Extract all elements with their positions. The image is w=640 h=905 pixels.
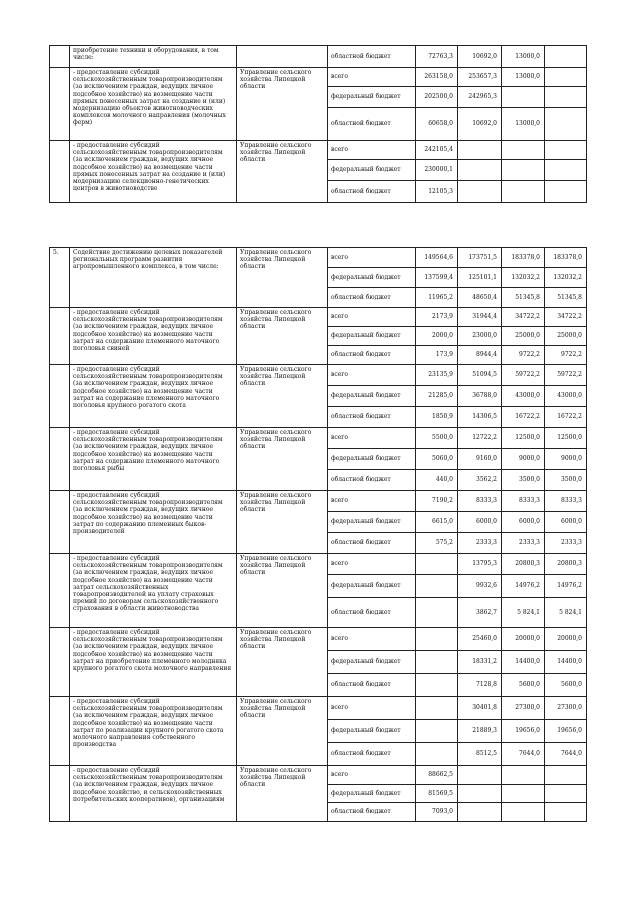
amount-cell: 34722,2 — [545, 308, 587, 327]
amount-cell: 6000,0 — [458, 512, 502, 533]
amount-cell: 14976,2 — [502, 575, 545, 598]
amount-cell — [416, 575, 458, 598]
amount-cell: 12500,0 — [545, 428, 587, 449]
item-number — [50, 68, 70, 141]
amount-cell: 12722,2 — [458, 428, 502, 449]
amount-cell: 242105,4 — [416, 141, 458, 160]
amount-cell: 31944,4 — [458, 308, 502, 327]
amount-cell — [416, 743, 458, 766]
responsible-department: Управление сельского хозяйства Липецкой области — [237, 766, 328, 822]
amount-cell: 59722,2 — [502, 365, 545, 386]
amount-cell: 88662,5 — [416, 766, 458, 785]
amount-cell: 5 824,1 — [502, 598, 545, 628]
amount-cell: 14976,2 — [545, 575, 587, 598]
amount-cell — [458, 766, 502, 785]
measure-description: Содействие достижению целевых показателей региональных программ развития агропромышленного комплекса, в том числе: — [70, 248, 237, 308]
funding-source: всего — [328, 766, 416, 785]
amount-cell: 6000,0 — [545, 512, 587, 533]
amount-cell: 25460,0 — [458, 628, 502, 651]
amount-cell: 9932,6 — [458, 575, 502, 598]
budget-table-lower — [49, 247, 587, 822]
amount-cell: 5600,0 — [545, 674, 587, 697]
amount-cell — [545, 108, 587, 141]
amount-cell: 7093,0 — [416, 803, 458, 822]
amount-cell: 137599,4 — [416, 268, 458, 288]
funding-source: федеральный бюджет — [328, 512, 416, 533]
amount-cell — [502, 785, 545, 803]
funding-source: федеральный бюджет — [328, 720, 416, 743]
funding-source: всего — [328, 428, 416, 449]
amount-cell: 7644,0 — [502, 743, 545, 766]
funding-source: федеральный бюджет — [328, 386, 416, 407]
amount-cell: 2333,3 — [545, 533, 587, 554]
funding-source: федеральный бюджет — [328, 268, 416, 288]
amount-cell: 81569,5 — [416, 785, 458, 803]
amount-cell — [545, 803, 587, 822]
measure-description: - предоставление субсидий сельскохозяйственным товаропроизводителям (за исключением граждан, ведущих личное подсобное хозяйство) на возмещение части затрат на приобретение племенного молодняка крупного рогатого скота молочного направления — [70, 628, 237, 697]
funding-source: всего — [328, 491, 416, 512]
amount-cell — [416, 697, 458, 720]
amount-cell: 34722,2 — [502, 308, 545, 327]
amount-cell — [545, 87, 587, 108]
amount-cell — [502, 766, 545, 785]
amount-cell: 2333,3 — [502, 533, 545, 554]
amount-cell: 20000,0 — [545, 628, 587, 651]
funding-source: областной бюджет — [328, 288, 416, 308]
amount-cell: 13795,3 — [458, 554, 502, 575]
amount-cell — [545, 181, 587, 203]
amount-cell: 8512,5 — [458, 743, 502, 766]
amount-cell: 8333,3 — [502, 491, 545, 512]
amount-cell: 6000,0 — [502, 512, 545, 533]
budget-table-upper — [49, 45, 587, 203]
amount-cell — [416, 720, 458, 743]
amount-cell: 230000,1 — [416, 160, 458, 181]
amount-cell — [416, 598, 458, 628]
item-number — [50, 365, 70, 428]
table-row — [50, 248, 587, 268]
amount-cell: 27300,0 — [502, 697, 545, 720]
responsible-department: Управление сельского хозяйства Липецкой области — [237, 248, 328, 308]
amount-cell: 173,9 — [416, 346, 458, 365]
amount-cell: 18331,2 — [458, 651, 502, 674]
amount-cell — [458, 785, 502, 803]
item-number — [50, 554, 70, 628]
responsible-department: Управление сельского хозяйства Липецкой области — [237, 697, 328, 766]
amount-cell: 3500,0 — [502, 470, 545, 491]
table-row — [50, 554, 587, 575]
responsible-department: Управление сельского хозяйства Липецкой области — [237, 428, 328, 491]
amount-cell: 7644,0 — [545, 743, 587, 766]
amount-cell: 1850,9 — [416, 407, 458, 428]
amount-cell: 9722,2 — [502, 346, 545, 365]
amount-cell: 125101,1 — [458, 268, 502, 288]
amount-cell: 23000,0 — [458, 327, 502, 346]
responsible-department: Управление сельского хозяйства Липецкой области — [237, 491, 328, 554]
amount-cell: 16722,2 — [502, 407, 545, 428]
funding-source: федеральный бюджет — [328, 87, 416, 108]
amount-cell: 7190,2 — [416, 491, 458, 512]
amount-cell: 132032,2 — [545, 268, 587, 288]
amount-cell: 20800,3 — [545, 554, 587, 575]
amount-cell — [545, 766, 587, 785]
item-number — [50, 141, 70, 203]
amount-cell: 12500,0 — [502, 428, 545, 449]
funding-source: федеральный бюджет — [328, 160, 416, 181]
item-number — [50, 428, 70, 491]
amount-cell: 202500,0 — [416, 87, 458, 108]
amount-cell: 13000,0 — [502, 68, 545, 87]
amount-cell — [545, 785, 587, 803]
amount-cell: 11965,2 — [416, 288, 458, 308]
amount-cell: 9000,0 — [502, 449, 545, 470]
amount-cell — [545, 46, 587, 68]
amount-cell: 2333,3 — [458, 533, 502, 554]
responsible-department: Управление сельского хозяйства Липецкой области — [237, 308, 328, 365]
amount-cell: 132032,2 — [502, 268, 545, 288]
funding-source: федеральный бюджет — [328, 449, 416, 470]
amount-cell — [458, 141, 502, 160]
amount-cell: 3862,7 — [458, 598, 502, 628]
amount-cell: 19656,0 — [502, 720, 545, 743]
amount-cell — [416, 628, 458, 651]
amount-cell: 51345,8 — [545, 288, 587, 308]
amount-cell: 440,0 — [416, 470, 458, 491]
amount-cell: 5 824,1 — [545, 598, 587, 628]
amount-cell: 21889,3 — [458, 720, 502, 743]
amount-cell: 27300,0 — [545, 697, 587, 720]
amount-cell: 2173,9 — [416, 308, 458, 327]
item-number — [50, 491, 70, 554]
funding-source: всего — [328, 365, 416, 386]
funding-source: всего — [328, 554, 416, 575]
amount-cell — [458, 803, 502, 822]
amount-cell: 8333,3 — [458, 491, 502, 512]
amount-cell — [502, 803, 545, 822]
amount-cell: 242965,3 — [458, 87, 502, 108]
responsible-department: Управление сельского хозяйства Липецкой области — [237, 141, 328, 203]
amount-cell: 9160,0 — [458, 449, 502, 470]
responsible-department — [237, 46, 328, 68]
amount-cell: 173751,5 — [458, 248, 502, 268]
measure-description: - предоставление субсидий сельскохозяйственным товаропроизводителям (за исключением граждан, ведущих личное подсобное хозяйство) на возмещение части затрат на содержание племенного маточного поголовья свиней — [70, 308, 237, 365]
amount-cell — [502, 87, 545, 108]
amount-cell — [416, 554, 458, 575]
funding-source: областной бюджет — [328, 803, 416, 822]
table-row — [50, 365, 587, 386]
measure-description: - предоставление субсидий сельскохозяйственным товаропроизводителям (за исключением граждан, ведущих личное подсобное хозяйство) на возмещение части прямых понесенных затрат на создание и (или) модернизацию объектов животноводческих комплексов молочного направления (молочных ферм) — [70, 68, 237, 141]
responsible-department: Управление сельского хозяйства Липецкой области — [237, 628, 328, 697]
amount-cell: 59722,2 — [545, 365, 587, 386]
amount-cell: 3500,0 — [545, 470, 587, 491]
item-number: 5. — [50, 248, 70, 308]
amount-cell: 43000,0 — [545, 386, 587, 407]
amount-cell: 10692,0 — [458, 108, 502, 141]
amount-cell — [416, 674, 458, 697]
amount-cell — [545, 141, 587, 160]
amount-cell: 25000,0 — [545, 327, 587, 346]
amount-cell: 19656,0 — [545, 720, 587, 743]
measure-description: приобретение техники и оборудования, в том числе: — [70, 46, 237, 68]
amount-cell: 183378,0 — [502, 248, 545, 268]
amount-cell: 14400,0 — [502, 651, 545, 674]
measure-description: - предоставление субсидий сельскохозяйственным товаропроизводителям (за исключением граждан, ведущих личное подсобное хозяйство) на возмещение части затрат по реализации крупного рогатого скота молочного направления собственного производства — [70, 697, 237, 766]
amount-cell: 16722,2 — [545, 407, 587, 428]
amount-cell: 6615,0 — [416, 512, 458, 533]
amount-cell — [502, 141, 545, 160]
funding-source: областной бюджет — [328, 470, 416, 491]
funding-source: всего — [328, 141, 416, 160]
funding-source: федеральный бюджет — [328, 575, 416, 598]
amount-cell: 575,2 — [416, 533, 458, 554]
table-row — [50, 628, 587, 651]
funding-source: областной бюджет — [328, 46, 416, 68]
amount-cell: 263158,0 — [416, 68, 458, 87]
funding-source: областной бюджет — [328, 108, 416, 141]
measure-description: - предоставление субсидий сельскохозяйственным товаропроизводителям (за исключением граждан, ведущих личное подсобное хозяйство) на возмещение части затрат сельскохозяйственных товаропроизводителей на уплату страховых премий по договорам сельскохозяйственного страхования в области животноводства — [70, 554, 237, 628]
funding-source: всего — [328, 68, 416, 87]
table-row — [50, 697, 587, 720]
measure-description: - предоставление субсидий сельскохозяйственным товаропроизводителям (за исключением граждан, ведущих личное подсобное хозяйство, и сельскохозяйственных потребительских кооперативов), организациям — [70, 766, 237, 822]
amount-cell: 5500,0 — [416, 428, 458, 449]
item-number — [50, 308, 70, 365]
amount-cell: 21285,0 — [416, 386, 458, 407]
funding-source: областной бюджет — [328, 533, 416, 554]
funding-source: областной бюджет — [328, 743, 416, 766]
amount-cell: 48650,4 — [458, 288, 502, 308]
amount-cell: 2000,0 — [416, 327, 458, 346]
measure-description: - предоставление субсидий сельскохозяйственным товаропроизводителям (за исключением граждан, ведущих личное подсобное хозяйство) на возмещение части затрат на содержание племенного маточного поголовья крупного рогатого скота — [70, 365, 237, 428]
amount-cell: 14400,0 — [545, 651, 587, 674]
amount-cell — [545, 160, 587, 181]
amount-cell: 20800,3 — [502, 554, 545, 575]
item-number — [50, 46, 70, 68]
table-row — [50, 141, 587, 160]
amount-cell: 3562,2 — [458, 470, 502, 491]
amount-cell — [502, 160, 545, 181]
measure-description: - предоставление субсидий сельскохозяйственным товаропроизводителям (за исключением граждан, ведущих личное подсобное хозяйство) на возмещение части затрат на содержание племенного маточного поголовья рыбы — [70, 428, 237, 491]
amount-cell — [545, 68, 587, 87]
amount-cell: 13000,0 — [502, 108, 545, 141]
funding-source: всего — [328, 628, 416, 651]
table-row — [50, 428, 587, 449]
amount-cell: 14306,5 — [458, 407, 502, 428]
amount-cell — [502, 181, 545, 203]
amount-cell: 20000,0 — [502, 628, 545, 651]
amount-cell: 25000,0 — [502, 327, 545, 346]
amount-cell: 9000,0 — [545, 449, 587, 470]
amount-cell — [458, 160, 502, 181]
measure-description: - предоставление субсидий сельскохозяйственным товаропроизводителям (за исключением граждан, ведущих личное подсобное хозяйство) на возмещение части затрат по содержанию племенных быков-производителей — [70, 491, 237, 554]
funding-source: всего — [328, 248, 416, 268]
amount-cell: 43000,0 — [502, 386, 545, 407]
table-row — [50, 308, 587, 327]
table-row — [50, 68, 587, 87]
amount-cell: 72763,3 — [416, 46, 458, 68]
amount-cell — [458, 181, 502, 203]
amount-cell: 9722,2 — [545, 346, 587, 365]
funding-source: федеральный бюджет — [328, 785, 416, 803]
responsible-department: Управление сельского хозяйства Липецкой области — [237, 554, 328, 628]
amount-cell: 5060,0 — [416, 449, 458, 470]
amount-cell: 183378,0 — [545, 248, 587, 268]
funding-source: областной бюджет — [328, 181, 416, 203]
amount-cell: 8333,3 — [545, 491, 587, 512]
table-row — [50, 491, 587, 512]
amount-cell: 10692,0 — [458, 46, 502, 68]
amount-cell: 5600,0 — [502, 674, 545, 697]
amount-cell: 51345,8 — [502, 288, 545, 308]
amount-cell: 36788,0 — [458, 386, 502, 407]
amount-cell: 23135,9 — [416, 365, 458, 386]
amount-cell — [416, 651, 458, 674]
item-number — [50, 697, 70, 766]
funding-source: областной бюджет — [328, 674, 416, 697]
amount-cell: 30401,8 — [458, 697, 502, 720]
funding-source: федеральный бюджет — [328, 327, 416, 346]
responsible-department: Управление сельского хозяйства Липецкой области — [237, 68, 328, 141]
funding-source: областной бюджет — [328, 598, 416, 628]
amount-cell: 60658,0 — [416, 108, 458, 141]
funding-source: федеральный бюджет — [328, 651, 416, 674]
table-row — [50, 766, 587, 785]
table-row — [50, 46, 587, 68]
measure-description: - предоставление субсидий сельскохозяйственным товаропроизводителям (за исключением граждан, ведущих личное подсобное хозяйство) на возмещение части прямых понесенных затрат на создание и (или) модернизацию селекционно-генетических центров в животноводстве — [70, 141, 237, 203]
funding-source: всего — [328, 697, 416, 720]
responsible-department: Управление сельского хозяйства Липецкой области — [237, 365, 328, 428]
amount-cell: 149564,6 — [416, 248, 458, 268]
amount-cell: 13000,0 — [502, 46, 545, 68]
funding-source: областной бюджет — [328, 346, 416, 365]
funding-source: областной бюджет — [328, 407, 416, 428]
funding-source: всего — [328, 308, 416, 327]
amount-cell: 12105,3 — [416, 181, 458, 203]
item-number — [50, 766, 70, 822]
item-number — [50, 628, 70, 697]
amount-cell: 253657,3 — [458, 68, 502, 87]
amount-cell: 51094,5 — [458, 365, 502, 386]
amount-cell: 7128,8 — [458, 674, 502, 697]
amount-cell: 8944,4 — [458, 346, 502, 365]
